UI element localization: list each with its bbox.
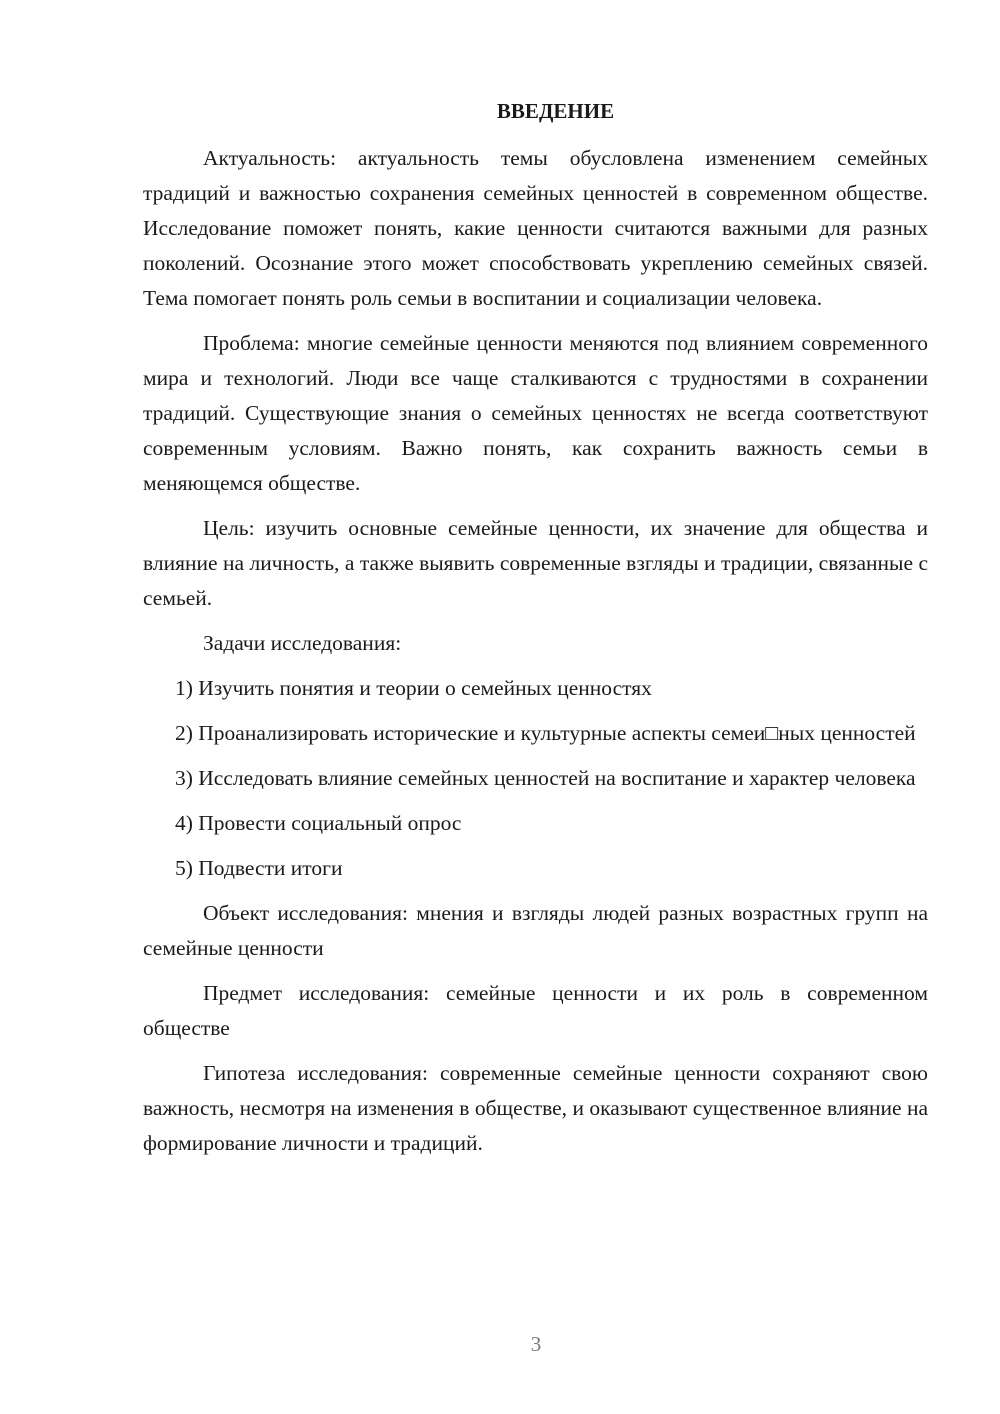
page-content xyxy=(143,94,928,1171)
task-item: 1) Изучить понятия и теории о семейных ценностях xyxy=(175,676,652,700)
task-item: 3) Исследовать влияние семейных ценностей на воспитание и характер человека xyxy=(175,766,916,790)
paragraph-relevance: Актуальность: актуальность темы обусловлена изменением семейных традиций и важностью сохранения семейных ценностей в современном обществе. Исследование поможет понять, какие ценности считаются важными для разных поколений. Осознание этого может способствовать укреплению семейных связей. Тема помогает понять роль семьи в воспитании и социализации человека. xyxy=(143,146,928,310)
paragraph-object: Объект исследования: мнения и взгляды людей разных возрастных групп на семейные ценности xyxy=(143,901,928,960)
tasks-heading: Задачи исследования: xyxy=(203,631,402,655)
paragraph-goal: Цель: изучить основные семейные ценности, их значение для общества и влияние на личность, а также выявить современные взгляды и традиции, связанные с семьей. xyxy=(143,516,928,610)
paragraph-subject: Предмет исследования: семейные ценности и их роль в современном обществе xyxy=(143,981,928,1040)
task-item: 4) Провести социальный опрос xyxy=(175,811,462,835)
section-title: ВВЕДЕНИЕ xyxy=(496,99,615,123)
task-item: 2) Проанализировать исторические и культурные аспекты семеи□ных ценностей xyxy=(175,721,916,745)
page-number: 3 xyxy=(530,1332,542,1356)
paragraph-problem: Проблема: многие семейные ценности меняются под влиянием современного мира и технологий. Люди все чаще сталкиваются с трудностями в сохранении традиций. Существующие знания о семейных ценностях не всегда соответствуют современным условиям. Важно понять, как сохранить важность семьи в меняющемся обществе. xyxy=(143,331,928,495)
paragraph-hypothesis: Гипотеза исследования: современные семейные ценности сохраняют свою важность, несмотря на изменения в обществе, и оказывают существенное влияние на формирование личности и традиций. xyxy=(143,1061,928,1155)
task-item: 5) Подвести итоги xyxy=(175,856,343,880)
tasks-list xyxy=(143,671,928,886)
